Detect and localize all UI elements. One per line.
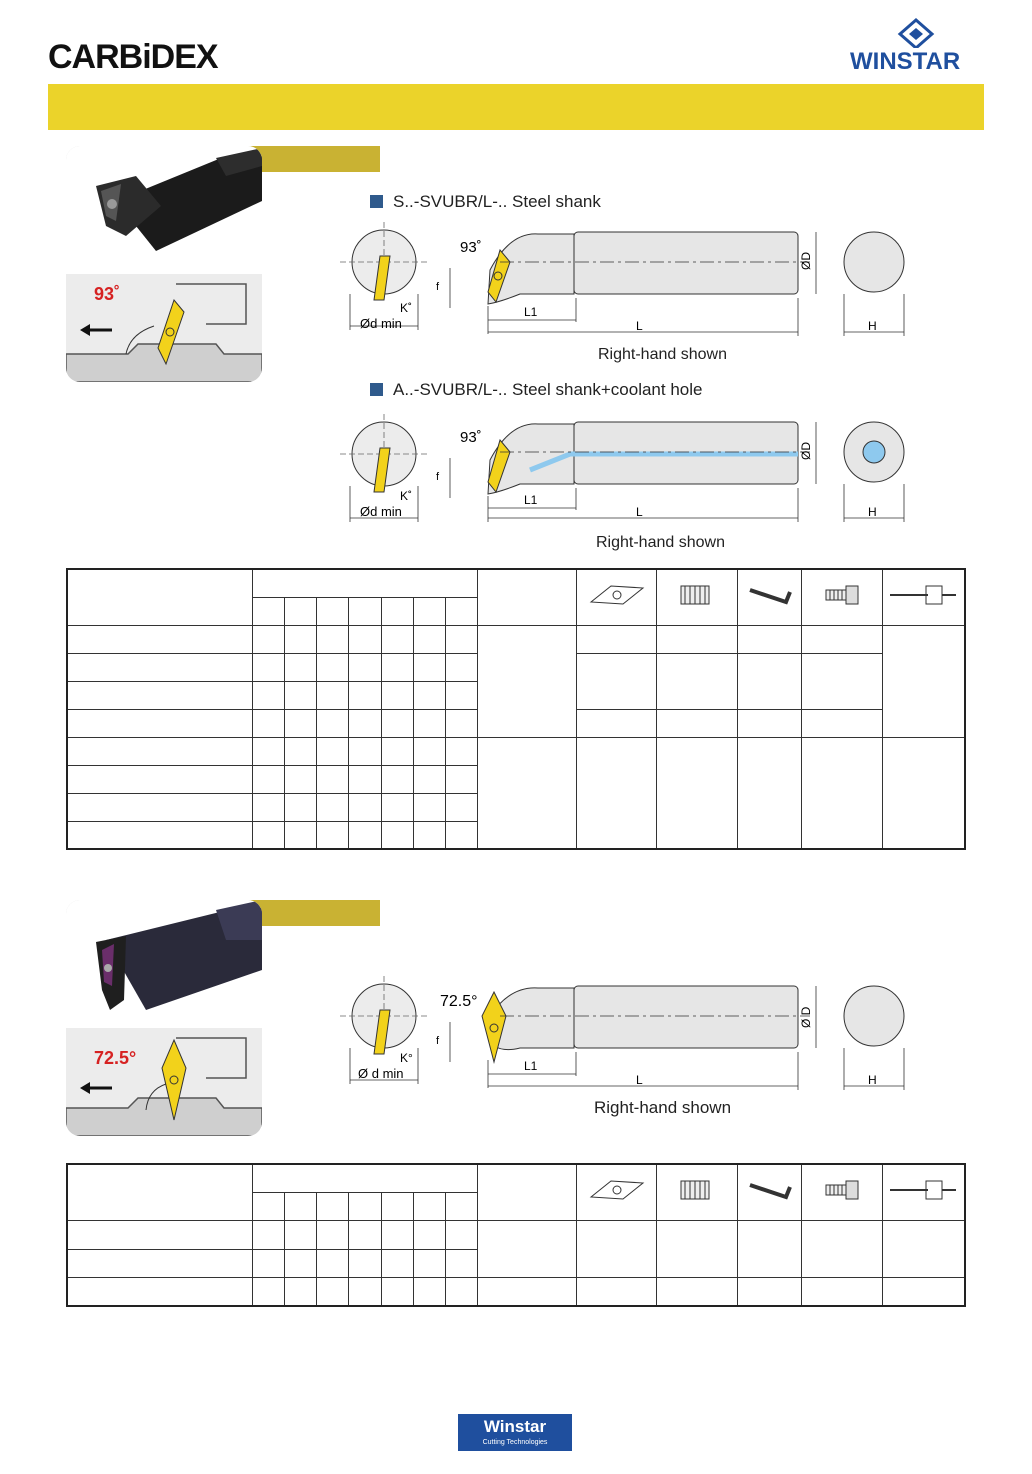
svg-text:Ø D: Ø D	[799, 1006, 813, 1028]
svg-text:L1: L1	[524, 305, 538, 319]
svg-text:ØD: ØD	[799, 252, 813, 270]
svg-text:H: H	[868, 319, 877, 333]
dim-col	[381, 597, 413, 625]
dim-col	[445, 1192, 477, 1220]
svg-text:f: f	[436, 281, 440, 293]
series-square-icon	[370, 383, 383, 396]
svg-text:72.5°: 72.5°	[440, 993, 478, 1010]
svg-text:Ø d min: Ø d min	[358, 1066, 404, 1081]
angle-diagram	[66, 1028, 262, 1136]
caption-right-hand: Right-hand shown	[594, 1098, 732, 1117]
svg-text:93˚: 93˚	[460, 429, 482, 446]
dim-col	[445, 597, 477, 625]
svg-text:L: L	[636, 319, 643, 333]
header-band	[48, 84, 984, 130]
caption-right-hand: Right-hand shown	[598, 346, 727, 363]
parts-clamp-screw-icon	[802, 569, 883, 625]
parts-insert-icon	[576, 1164, 657, 1221]
dim-col	[317, 597, 349, 625]
dim-col	[317, 1192, 349, 1220]
table-row	[67, 737, 965, 765]
spec-table-72-5	[66, 1163, 966, 1307]
header-cell-dimensions	[252, 1164, 477, 1192]
parts-hex-key-icon	[737, 569, 801, 625]
dim-col	[284, 1192, 316, 1220]
header-cell-designation	[67, 1164, 252, 1221]
angle-label: 93˚	[94, 284, 121, 304]
dim-col	[252, 1192, 284, 1220]
header-cell-designation	[67, 569, 252, 625]
spec-table-93	[66, 568, 966, 850]
svg-text:ØD: ØD	[799, 442, 813, 460]
svg-text:H: H	[868, 505, 877, 519]
header-cell-insert	[478, 569, 577, 625]
svg-text:L1: L1	[524, 493, 538, 507]
dim-col	[252, 597, 284, 625]
header-cell-insert	[478, 1164, 577, 1221]
carbidex-logo: CARBiDEX	[48, 38, 218, 76]
table-row	[67, 1278, 965, 1306]
parts-clamp-screw-icon	[802, 1164, 883, 1221]
footer-logo	[458, 1414, 572, 1451]
svg-text:Ød min: Ød min	[360, 504, 402, 519]
svg-text:L1: L1	[524, 1059, 538, 1073]
dim-col	[349, 597, 381, 625]
parts-torque-wrench-icon	[882, 1164, 965, 1221]
svg-text:K°: K°	[400, 1051, 413, 1065]
header-cell-dimensions	[252, 569, 477, 597]
footer-brand: Winstar	[483, 1417, 547, 1436]
dim-col	[284, 597, 316, 625]
parts-torque-wrench-icon	[882, 569, 965, 625]
series-heading-a: A..-SVUBR/L-.. Steel shank+coolant hole	[370, 380, 702, 400]
dim-col	[413, 1192, 445, 1220]
svg-text:f: f	[436, 1035, 440, 1047]
tool-photo-card	[66, 146, 262, 382]
tool-photo-card	[66, 900, 262, 1136]
svg-text:L: L	[636, 505, 643, 519]
svg-text:K˚: K˚	[400, 301, 412, 315]
table-row	[67, 625, 965, 653]
drawing-72-5	[340, 976, 920, 1101]
svg-text:Ød min: Ød min	[360, 316, 402, 331]
angle-label: 72.5°	[94, 1048, 137, 1068]
parts-shim-screw-icon	[657, 1164, 738, 1221]
dim-col	[349, 1192, 381, 1220]
dim-col	[381, 1192, 413, 1220]
svg-text:f: f	[436, 471, 440, 483]
winstar-logo: WINSTAR	[850, 48, 961, 75]
parts-shim-screw-icon	[657, 569, 738, 625]
svg-text:K˚: K˚	[400, 489, 412, 503]
drawing-steel-shank	[340, 222, 920, 347]
svg-text:H: H	[868, 1073, 877, 1087]
drawing-coolant-shank	[340, 414, 920, 539]
svg-text:L: L	[636, 1073, 643, 1087]
svg-text:93˚: 93˚	[460, 239, 482, 256]
parts-insert-icon	[576, 569, 657, 625]
tool-photo	[66, 146, 262, 274]
tool-photo	[66, 900, 262, 1028]
series-heading-s: S..-SVUBR/L-.. Steel shank	[370, 192, 601, 212]
dim-col	[413, 597, 445, 625]
table-row	[67, 1221, 965, 1249]
parts-hex-key-icon	[737, 1164, 801, 1221]
series-square-icon	[370, 195, 383, 208]
caption-right-hand: Right-hand shown	[596, 534, 725, 551]
footer-tagline: Cutting Technologies	[482, 1439, 548, 1446]
